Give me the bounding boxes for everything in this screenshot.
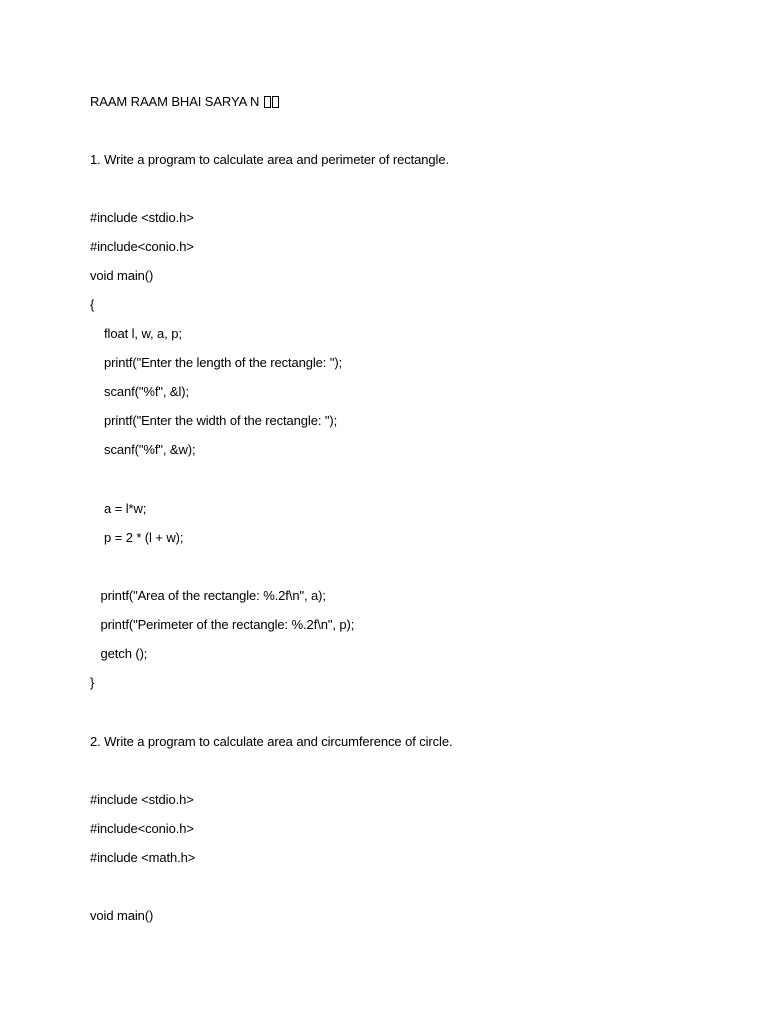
code-line: void main() <box>90 268 154 283</box>
code-line: #include <stdio.h> <box>90 210 194 225</box>
code-line: #include <math.h> <box>90 850 196 865</box>
code-line: scanf("%f", &w); <box>90 442 196 457</box>
code-line: printf("Enter the width of the rectangle: "); <box>90 413 338 428</box>
header-text: RAAM RAAM BHAI SARYA N <box>90 94 263 109</box>
question-1-title: 1. Write a program to calculate area and perimeter of rectangle. <box>90 152 449 167</box>
code-line: p = 2 * (l + w); <box>90 530 184 545</box>
missing-glyph-icon <box>264 96 280 112</box>
code-line: void main() <box>90 908 154 923</box>
question-2-title: 2. Write a program to calculate area and circumference of circle. <box>90 734 453 749</box>
code-line: scanf("%f", &l); <box>90 384 189 399</box>
code-line: printf("Area of the rectangle: %.2f\n", a); <box>90 588 326 603</box>
code-line: #include<conio.h> <box>90 821 194 836</box>
document-header <box>90 94 280 112</box>
code-line: printf("Enter the length of the rectangle: "); <box>90 355 343 370</box>
code-line: #include <stdio.h> <box>90 792 194 807</box>
code-line: printf("Perimeter of the rectangle: %.2f\n", p); <box>90 617 355 632</box>
code-line: float l, w, a, p; <box>90 326 182 341</box>
code-line: { <box>90 297 95 312</box>
code-line: } <box>90 675 95 690</box>
code-line: a = l*w; <box>90 501 147 516</box>
code-line: getch (); <box>90 646 148 661</box>
code-line: #include<conio.h> <box>90 239 194 254</box>
